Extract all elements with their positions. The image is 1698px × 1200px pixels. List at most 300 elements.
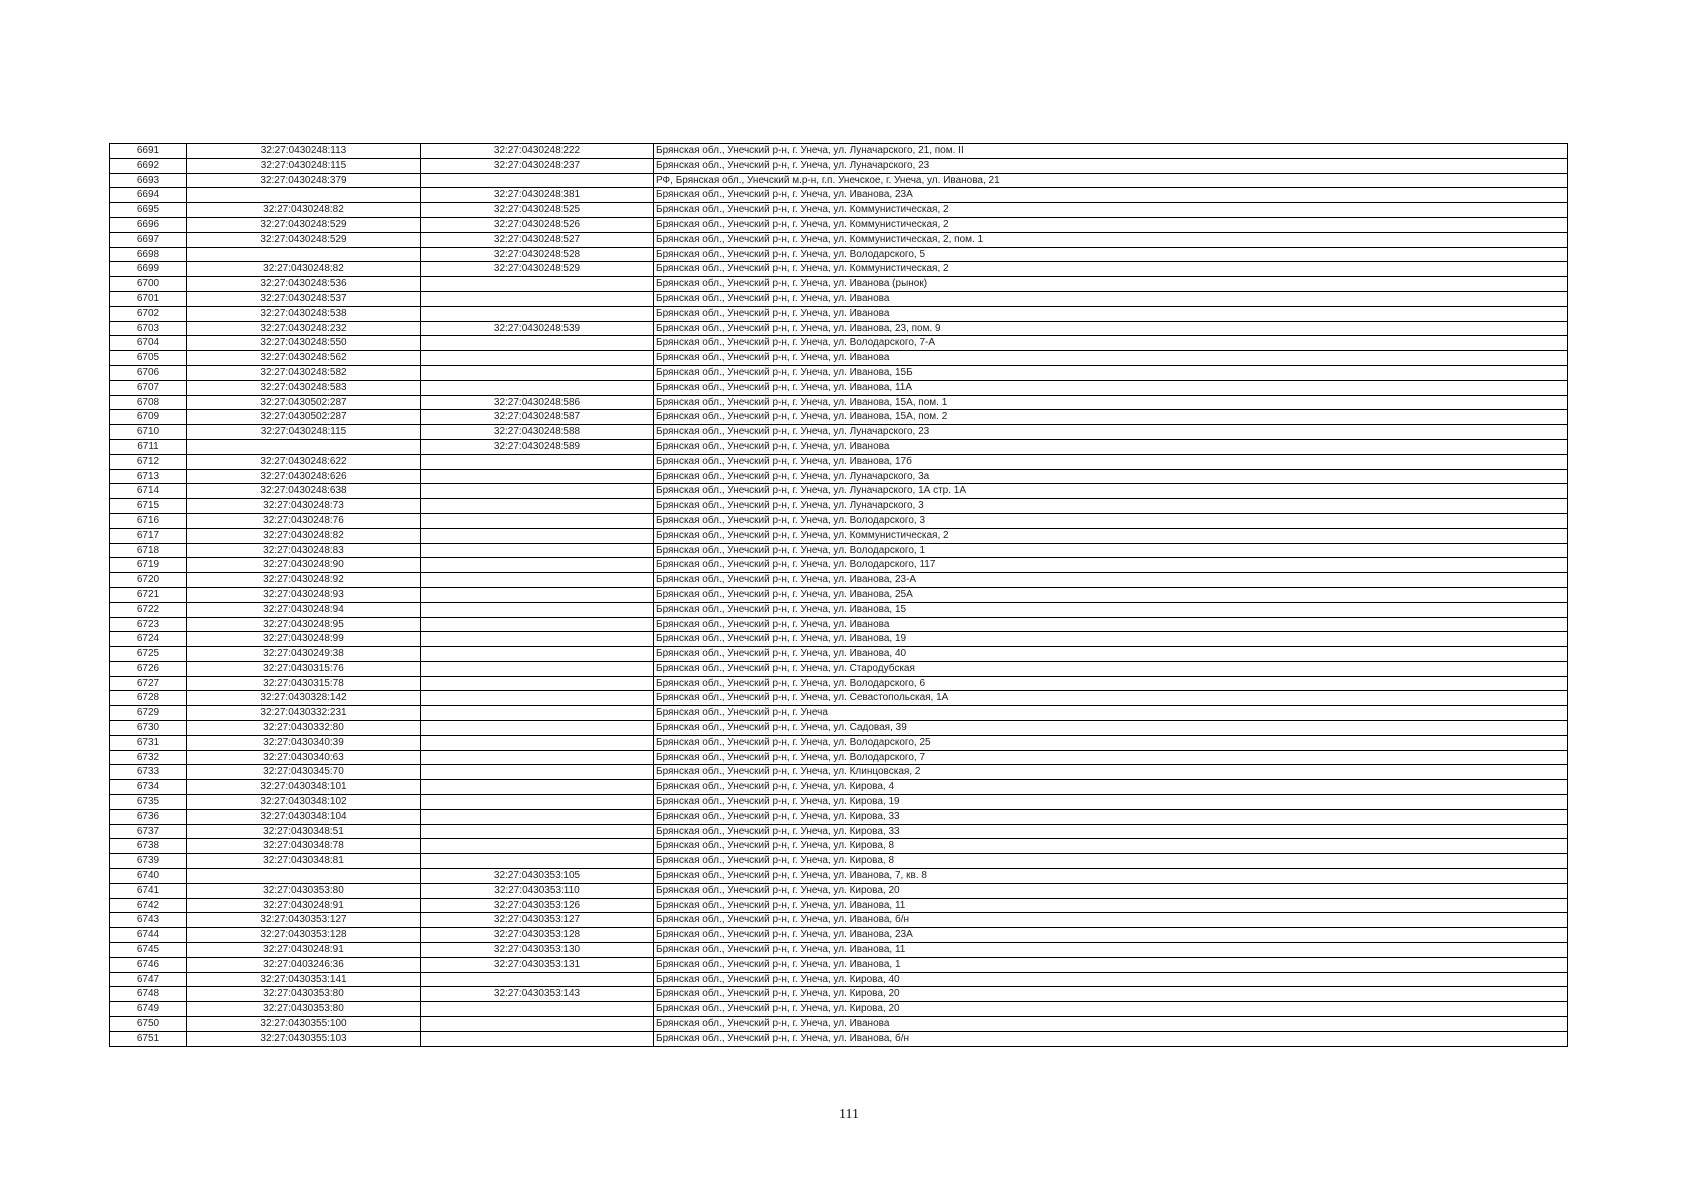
parcel-number-cell: 32:27:0430248:82	[187, 262, 421, 277]
object-number-cell: 32:27:0430248:589	[421, 439, 654, 454]
object-number-cell	[421, 854, 654, 869]
object-number-cell	[421, 173, 654, 188]
address-cell: Брянская обл., Унечский р-н, г. Унеча, ул. Иванова, б/н	[654, 1031, 1568, 1046]
table-row	[110, 513, 1568, 528]
address-cell: Брянская обл., Унечский р-н, г. Унеча, ул. Иванова, 23А	[654, 928, 1568, 943]
table-row	[110, 336, 1568, 351]
row-number-cell: 6733	[110, 765, 187, 780]
parcel-number-cell: 32:27:0430340:39	[187, 735, 421, 750]
parcel-number-cell: 32:27:0430248:73	[187, 499, 421, 514]
row-number-cell: 6712	[110, 454, 187, 469]
address-cell: Брянская обл., Унечский р-н, г. Унеча, ул. Луначарского, 23	[654, 425, 1568, 440]
table-row	[110, 499, 1568, 514]
table-row	[110, 765, 1568, 780]
object-number-cell: 32:27:0430248:237	[421, 158, 654, 173]
address-cell: Брянская обл., Унечский р-н, г. Унеча, ул. Коммунистическая, 2	[654, 217, 1568, 232]
object-number-cell: 32:27:0430353:131	[421, 957, 654, 972]
object-number-cell	[421, 647, 654, 662]
table-row	[110, 913, 1568, 928]
row-number-cell: 6721	[110, 587, 187, 602]
object-number-cell	[421, 809, 654, 824]
object-number-cell	[421, 824, 654, 839]
parcel-number-cell: 32:27:0430248:115	[187, 158, 421, 173]
parcel-number-cell: 32:27:0430248:529	[187, 217, 421, 232]
table-row	[110, 987, 1568, 1002]
object-number-cell	[421, 469, 654, 484]
address-cell: Брянская обл., Унечский р-н, г. Унеча, ул. Володарского, 1	[654, 543, 1568, 558]
address-cell: Брянская обл., Унечский р-н, г. Унеча, ул. Иванова, 7, кв. 8	[654, 869, 1568, 884]
address-cell: Брянская обл., Унечский р-н, г. Унеча, ул. Кирова, 33	[654, 824, 1568, 839]
parcel-number-cell: 32:27:0430248:583	[187, 380, 421, 395]
table-row	[110, 203, 1568, 218]
object-number-cell	[421, 780, 654, 795]
parcel-number-cell: 32:27:0430355:100	[187, 1017, 421, 1032]
table-row	[110, 869, 1568, 884]
address-cell: Брянская обл., Унечский р-н, г. Унеча, ул. Иванова	[654, 439, 1568, 454]
object-number-cell: 32:27:0430248:381	[421, 188, 654, 203]
row-number-cell: 6697	[110, 232, 187, 247]
table-row	[110, 277, 1568, 292]
parcel-number-cell: 32:27:0430348:78	[187, 839, 421, 854]
parcel-number-cell: 32:27:0430315:76	[187, 661, 421, 676]
row-number-cell: 6726	[110, 661, 187, 676]
address-cell: Брянская обл., Унечский р-н, г. Унеча, ул. Кирова, 20	[654, 883, 1568, 898]
object-number-cell	[421, 676, 654, 691]
parcel-number-cell: 32:27:0430249:38	[187, 647, 421, 662]
row-number-cell: 6715	[110, 499, 187, 514]
table-row	[110, 558, 1568, 573]
row-number-cell: 6691	[110, 144, 187, 159]
row-number-cell: 6709	[110, 410, 187, 425]
table-row	[110, 173, 1568, 188]
table-row	[110, 1031, 1568, 1046]
row-number-cell: 6702	[110, 306, 187, 321]
row-number-cell: 6739	[110, 854, 187, 869]
table-row	[110, 188, 1568, 203]
row-number-cell: 6746	[110, 957, 187, 972]
row-number-cell: 6744	[110, 928, 187, 943]
address-cell: Брянская обл., Унечский р-н, г. Унеча, ул. Иванова, 17б	[654, 454, 1568, 469]
table-row	[110, 573, 1568, 588]
object-number-cell: 32:27:0430248:588	[421, 425, 654, 440]
table-row	[110, 351, 1568, 366]
row-number-cell: 6722	[110, 602, 187, 617]
parcel-number-cell: 32:27:0430248:76	[187, 513, 421, 528]
parcel-number-cell: 32:27:0430248:83	[187, 543, 421, 558]
object-number-cell	[421, 528, 654, 543]
object-number-cell	[421, 336, 654, 351]
parcel-number-cell: 32:27:0430248:550	[187, 336, 421, 351]
row-number-cell: 6713	[110, 469, 187, 484]
row-number-cell: 6696	[110, 217, 187, 232]
row-number-cell: 6707	[110, 380, 187, 395]
row-number-cell: 6725	[110, 647, 187, 662]
address-cell: Брянская обл., Унечский р-н, г. Унеча, ул. Севастопольская, 1А	[654, 691, 1568, 706]
object-number-cell	[421, 513, 654, 528]
address-cell: Брянская обл., Унечский р-н, г. Унеча, ул. Иванова	[654, 351, 1568, 366]
table-row	[110, 439, 1568, 454]
table-row	[110, 321, 1568, 336]
object-number-cell	[421, 543, 654, 558]
row-number-cell: 6738	[110, 839, 187, 854]
address-cell: Брянская обл., Унечский р-н, г. Унеча, ул. Кирова, 20	[654, 1002, 1568, 1017]
object-number-cell	[421, 558, 654, 573]
object-number-cell	[421, 795, 654, 810]
address-cell: РФ, Брянская обл., Унечский м.р-н, г.п. Унечское, г. Унеча, ул. Иванова, 21	[654, 173, 1568, 188]
object-number-cell: 32:27:0430353:143	[421, 987, 654, 1002]
page-number: 111	[839, 1107, 859, 1122]
object-number-cell: 32:27:0430248:528	[421, 247, 654, 262]
row-number-cell: 6727	[110, 676, 187, 691]
address-cell: Брянская обл., Унечский р-н, г. Унеча, ул. Кирова, 20	[654, 987, 1568, 1002]
address-cell: Брянская обл., Унечский р-н, г. Унеча, ул. Кирова, 33	[654, 809, 1568, 824]
address-cell: Брянская обл., Унечский р-н, г. Унеча, ул. Кирова, 4	[654, 780, 1568, 795]
address-cell: Брянская обл., Унечский р-н, г. Унеча, ул. Володарского, 7-А	[654, 336, 1568, 351]
parcel-number-cell: 32:27:0430328:142	[187, 691, 421, 706]
row-number-cell: 6720	[110, 573, 187, 588]
row-number-cell: 6701	[110, 291, 187, 306]
address-cell: Брянская обл., Унечский р-н, г. Унеча, ул. Луначарского, 21, пом. II	[654, 144, 1568, 159]
parcel-number-cell	[187, 869, 421, 884]
row-number-cell: 6699	[110, 262, 187, 277]
table-row	[110, 454, 1568, 469]
row-number-cell: 6747	[110, 972, 187, 987]
object-number-cell: 32:27:0430248:525	[421, 203, 654, 218]
row-number-cell: 6732	[110, 750, 187, 765]
parcel-number-cell: 32:27:0430248:92	[187, 573, 421, 588]
table-row	[110, 365, 1568, 380]
table-row	[110, 262, 1568, 277]
row-number-cell: 6692	[110, 158, 187, 173]
table-row	[110, 898, 1568, 913]
address-cell: Брянская обл., Унечский р-н, г. Унеча, ул. Володарского, 25	[654, 735, 1568, 750]
table-row	[110, 247, 1568, 262]
row-number-cell: 6705	[110, 351, 187, 366]
row-number-cell: 6724	[110, 632, 187, 647]
address-cell: Брянская обл., Унечский р-н, г. Унеча, ул. Иванова, 19	[654, 632, 1568, 647]
object-number-cell	[421, 380, 654, 395]
address-cell: Брянская обл., Унечский р-н, г. Унеча, ул. Луначарского, 1А стр. 1А	[654, 484, 1568, 499]
table-row	[110, 232, 1568, 247]
object-number-cell	[421, 484, 654, 499]
table-row	[110, 735, 1568, 750]
object-number-cell: 32:27:0430248:222	[421, 144, 654, 159]
parcel-number-cell: 32:27:0430248:537	[187, 291, 421, 306]
table-row	[110, 395, 1568, 410]
parcel-number-cell: 32:27:0430502:287	[187, 410, 421, 425]
parcel-number-cell: 32:27:0430348:102	[187, 795, 421, 810]
table-row	[110, 647, 1568, 662]
address-cell: Брянская обл., Унечский р-н, г. Унеча	[654, 706, 1568, 721]
object-number-cell	[421, 306, 654, 321]
row-number-cell: 6743	[110, 913, 187, 928]
parcel-number-cell: 32:27:0430353:141	[187, 972, 421, 987]
row-number-cell: 6748	[110, 987, 187, 1002]
object-number-cell: 32:27:0430248:587	[421, 410, 654, 425]
object-number-cell	[421, 1017, 654, 1032]
object-number-cell	[421, 454, 654, 469]
row-number-cell: 6735	[110, 795, 187, 810]
parcel-number-cell	[187, 188, 421, 203]
address-cell: Брянская обл., Унечский р-н, г. Унеча, ул. Иванова (рынок)	[654, 277, 1568, 292]
address-cell: Брянская обл., Унечский р-н, г. Унеча, ул. Кирова, 19	[654, 795, 1568, 810]
address-cell: Брянская обл., Унечский р-н, г. Унеча, ул. Володарского, 7	[654, 750, 1568, 765]
cadastral-table	[109, 143, 1568, 1047]
table-row	[110, 144, 1568, 159]
parcel-number-cell: 32:27:0430248:638	[187, 484, 421, 499]
object-number-cell	[421, 750, 654, 765]
parcel-number-cell: 32:27:0430248:93	[187, 587, 421, 602]
parcel-number-cell: 32:27:0430348:101	[187, 780, 421, 795]
row-number-cell: 6695	[110, 203, 187, 218]
table-row	[110, 883, 1568, 898]
parcel-number-cell: 32:27:0430248:379	[187, 173, 421, 188]
address-cell: Брянская обл., Унечский р-н, г. Унеча, ул. Володарского, 5	[654, 247, 1568, 262]
address-cell: Брянская обл., Унечский р-н, г. Унеча, ул. Луначарского, 23	[654, 158, 1568, 173]
parcel-number-cell: 32:27:0430248:82	[187, 528, 421, 543]
table-row	[110, 617, 1568, 632]
address-cell: Брянская обл., Унечский р-н, г. Унеча, ул. Клинцовская, 2	[654, 765, 1568, 780]
address-cell: Брянская обл., Унечский р-н, г. Унеча, ул. Луначарского, 3а	[654, 469, 1568, 484]
table-row	[110, 661, 1568, 676]
object-number-cell	[421, 721, 654, 736]
address-cell: Брянская обл., Унечский р-н, г. Унеча, ул. Володарского, 3	[654, 513, 1568, 528]
table-row	[110, 602, 1568, 617]
address-cell: Брянская обл., Унечский р-н, г. Унеча, ул. Иванова, 40	[654, 647, 1568, 662]
row-number-cell: 6749	[110, 1002, 187, 1017]
object-number-cell	[421, 587, 654, 602]
table-row	[110, 795, 1568, 810]
address-cell: Брянская обл., Унечский р-н, г. Унеча, ул. Коммунистическая, 2, пом. 1	[654, 232, 1568, 247]
address-cell: Брянская обл., Унечский р-н, г. Унеча, ул. Садовая, 39	[654, 721, 1568, 736]
table-row	[110, 750, 1568, 765]
parcel-number-cell: 32:27:0430248:95	[187, 617, 421, 632]
table-row	[110, 425, 1568, 440]
table-row	[110, 484, 1568, 499]
table-row	[110, 291, 1568, 306]
address-cell: Брянская обл., Унечский р-н, г. Унеча, ул. Кирова, 40	[654, 972, 1568, 987]
row-number-cell: 6745	[110, 943, 187, 958]
row-number-cell: 6693	[110, 173, 187, 188]
row-number-cell: 6716	[110, 513, 187, 528]
table-row	[110, 854, 1568, 869]
parcel-number-cell	[187, 247, 421, 262]
object-number-cell	[421, 602, 654, 617]
object-number-cell: 32:27:0430248:529	[421, 262, 654, 277]
address-cell: Брянская обл., Унечский р-н, г. Унеча, ул. Иванова, б/н	[654, 913, 1568, 928]
object-number-cell	[421, 573, 654, 588]
address-cell: Брянская обл., Унечский р-н, г. Унеча, ул. Коммунистическая, 2	[654, 262, 1568, 277]
address-cell: Брянская обл., Унечский р-н, г. Унеча, ул. Иванова, 25А	[654, 587, 1568, 602]
object-number-cell	[421, 765, 654, 780]
object-number-cell	[421, 706, 654, 721]
table-row	[110, 1002, 1568, 1017]
table-row	[110, 587, 1568, 602]
parcel-number-cell	[187, 439, 421, 454]
object-number-cell	[421, 632, 654, 647]
table-row	[110, 957, 1568, 972]
parcel-number-cell: 32:27:0430248:582	[187, 365, 421, 380]
table-row	[110, 809, 1568, 824]
parcel-number-cell: 32:27:0430340:63	[187, 750, 421, 765]
object-number-cell	[421, 1031, 654, 1046]
address-cell: Брянская обл., Унечский р-н, г. Унеча, ул. Иванова, 23-А	[654, 573, 1568, 588]
parcel-number-cell: 32:27:0430248:529	[187, 232, 421, 247]
cadastral-table-body	[110, 144, 1568, 1047]
row-number-cell: 6730	[110, 721, 187, 736]
parcel-number-cell: 32:27:0430348:81	[187, 854, 421, 869]
table-row	[110, 528, 1568, 543]
row-number-cell: 6694	[110, 188, 187, 203]
address-cell: Брянская обл., Унечский р-н, г. Унеча, ул. Кирова, 8	[654, 839, 1568, 854]
parcel-number-cell: 32:27:0430248:113	[187, 144, 421, 159]
address-cell: Брянская обл., Унечский р-н, г. Унеча, ул. Иванова, 23, пом. 9	[654, 321, 1568, 336]
parcel-number-cell: 32:27:0430348:104	[187, 809, 421, 824]
row-number-cell: 6731	[110, 735, 187, 750]
object-number-cell	[421, 661, 654, 676]
parcel-number-cell: 32:27:0430248:536	[187, 277, 421, 292]
address-cell: Брянская обл., Унечский р-н, г. Унеча, ул. Иванова, 15Б	[654, 365, 1568, 380]
address-cell: Брянская обл., Унечский р-н, г. Унеча, ул. Иванова, 1	[654, 957, 1568, 972]
parcel-number-cell: 32:27:0430248:232	[187, 321, 421, 336]
row-number-cell: 6751	[110, 1031, 187, 1046]
row-number-cell: 6714	[110, 484, 187, 499]
object-number-cell: 32:27:0430353:105	[421, 869, 654, 884]
row-number-cell: 6718	[110, 543, 187, 558]
table-row	[110, 972, 1568, 987]
table-row	[110, 824, 1568, 839]
object-number-cell: 32:27:0430353:128	[421, 928, 654, 943]
parcel-number-cell: 32:27:0430353:128	[187, 928, 421, 943]
object-number-cell: 32:27:0430353:130	[421, 943, 654, 958]
address-cell: Брянская обл., Унечский р-н, г. Унеча, ул. Луначарского, 3	[654, 499, 1568, 514]
parcel-number-cell: 32:27:0430502:287	[187, 395, 421, 410]
table-row	[110, 928, 1568, 943]
table-row	[110, 380, 1568, 395]
parcel-number-cell: 32:27:0430353:127	[187, 913, 421, 928]
address-cell: Брянская обл., Унечский р-н, г. Унеча, ул. Иванова, 23А	[654, 188, 1568, 203]
parcel-number-cell: 32:27:0430345:70	[187, 765, 421, 780]
row-number-cell: 6700	[110, 277, 187, 292]
object-number-cell	[421, 351, 654, 366]
address-cell: Брянская обл., Унечский р-н, г. Унеча, ул. Иванова	[654, 306, 1568, 321]
row-number-cell: 6723	[110, 617, 187, 632]
row-number-cell: 6736	[110, 809, 187, 824]
row-number-cell: 6719	[110, 558, 187, 573]
parcel-number-cell: 32:27:0430248:562	[187, 351, 421, 366]
object-number-cell	[421, 365, 654, 380]
address-cell: Брянская обл., Унечский р-н, г. Унеча, ул. Кирова, 8	[654, 854, 1568, 869]
row-number-cell: 6698	[110, 247, 187, 262]
table-row	[110, 780, 1568, 795]
object-number-cell: 32:27:0430248:586	[421, 395, 654, 410]
object-number-cell	[421, 839, 654, 854]
address-cell: Брянская обл., Унечский р-н, г. Унеча, ул. Стародубская	[654, 661, 1568, 676]
table-row	[110, 469, 1568, 484]
address-cell: Брянская обл., Унечский р-н, г. Унеча, ул. Володарского, 117	[654, 558, 1568, 573]
table-row	[110, 543, 1568, 558]
table-row	[110, 943, 1568, 958]
address-cell: Брянская обл., Унечский р-н, г. Унеча, ул. Иванова, 11	[654, 943, 1568, 958]
object-number-cell	[421, 735, 654, 750]
address-cell: Брянская обл., Унечский р-н, г. Унеча, ул. Володарского, 6	[654, 676, 1568, 691]
table-row	[110, 306, 1568, 321]
parcel-number-cell: 32:27:0430332:231	[187, 706, 421, 721]
parcel-number-cell: 32:27:0430348:51	[187, 824, 421, 839]
object-number-cell	[421, 1002, 654, 1017]
parcel-number-cell: 32:27:0403246:36	[187, 957, 421, 972]
parcel-number-cell: 32:27:0430353:80	[187, 1002, 421, 1017]
object-number-cell	[421, 617, 654, 632]
row-number-cell: 6710	[110, 425, 187, 440]
object-number-cell: 32:27:0430353:110	[421, 883, 654, 898]
parcel-number-cell: 32:27:0430353:80	[187, 883, 421, 898]
parcel-number-cell: 32:27:0430248:538	[187, 306, 421, 321]
row-number-cell: 6741	[110, 883, 187, 898]
table-row	[110, 691, 1568, 706]
parcel-number-cell: 32:27:0430248:91	[187, 943, 421, 958]
object-number-cell	[421, 291, 654, 306]
row-number-cell: 6704	[110, 336, 187, 351]
address-cell: Брянская обл., Унечский р-н, г. Унеча, ул. Коммунистическая, 2	[654, 203, 1568, 218]
row-number-cell: 6734	[110, 780, 187, 795]
object-number-cell: 32:27:0430248:526	[421, 217, 654, 232]
table-row	[110, 632, 1568, 647]
address-cell: Брянская обл., Унечский р-н, г. Унеча, ул. Иванова	[654, 1017, 1568, 1032]
object-number-cell: 32:27:0430353:126	[421, 898, 654, 913]
row-number-cell: 6737	[110, 824, 187, 839]
address-cell: Брянская обл., Унечский р-н, г. Унеча, ул. Коммунистическая, 2	[654, 528, 1568, 543]
row-number-cell: 6706	[110, 365, 187, 380]
parcel-number-cell: 32:27:0430248:622	[187, 454, 421, 469]
object-number-cell	[421, 691, 654, 706]
address-cell: Брянская обл., Унечский р-н, г. Унеча, ул. Иванова, 11А	[654, 380, 1568, 395]
row-number-cell: 6729	[110, 706, 187, 721]
table-row	[110, 1017, 1568, 1032]
row-number-cell: 6728	[110, 691, 187, 706]
table-row	[110, 721, 1568, 736]
object-number-cell	[421, 277, 654, 292]
parcel-number-cell: 32:27:0430355:103	[187, 1031, 421, 1046]
object-number-cell: 32:27:0430248:527	[421, 232, 654, 247]
table-row	[110, 839, 1568, 854]
row-number-cell: 6740	[110, 869, 187, 884]
row-number-cell: 6708	[110, 395, 187, 410]
parcel-number-cell: 32:27:0430248:94	[187, 602, 421, 617]
object-number-cell: 32:27:0430353:127	[421, 913, 654, 928]
address-cell: Брянская обл., Унечский р-н, г. Унеча, ул. Иванова	[654, 291, 1568, 306]
row-number-cell: 6717	[110, 528, 187, 543]
object-number-cell: 32:27:0430248:539	[421, 321, 654, 336]
address-cell: Брянская обл., Унечский р-н, г. Унеча, ул. Иванова, 15А, пом. 1	[654, 395, 1568, 410]
parcel-number-cell: 32:27:0430248:626	[187, 469, 421, 484]
parcel-number-cell: 32:27:0430353:80	[187, 987, 421, 1002]
table-row	[110, 410, 1568, 425]
row-number-cell: 6750	[110, 1017, 187, 1032]
table-row	[110, 706, 1568, 721]
parcel-number-cell: 32:27:0430332:80	[187, 721, 421, 736]
row-number-cell: 6703	[110, 321, 187, 336]
row-number-cell: 6711	[110, 439, 187, 454]
table-row	[110, 217, 1568, 232]
address-cell: Брянская обл., Унечский р-н, г. Унеча, ул. Иванова, 11	[654, 898, 1568, 913]
parcel-number-cell: 32:27:0430248:82	[187, 203, 421, 218]
parcel-number-cell: 32:27:0430248:99	[187, 632, 421, 647]
parcel-number-cell: 32:27:0430248:115	[187, 425, 421, 440]
parcel-number-cell: 32:27:0430248:90	[187, 558, 421, 573]
parcel-number-cell: 32:27:0430315:78	[187, 676, 421, 691]
table-row	[110, 158, 1568, 173]
